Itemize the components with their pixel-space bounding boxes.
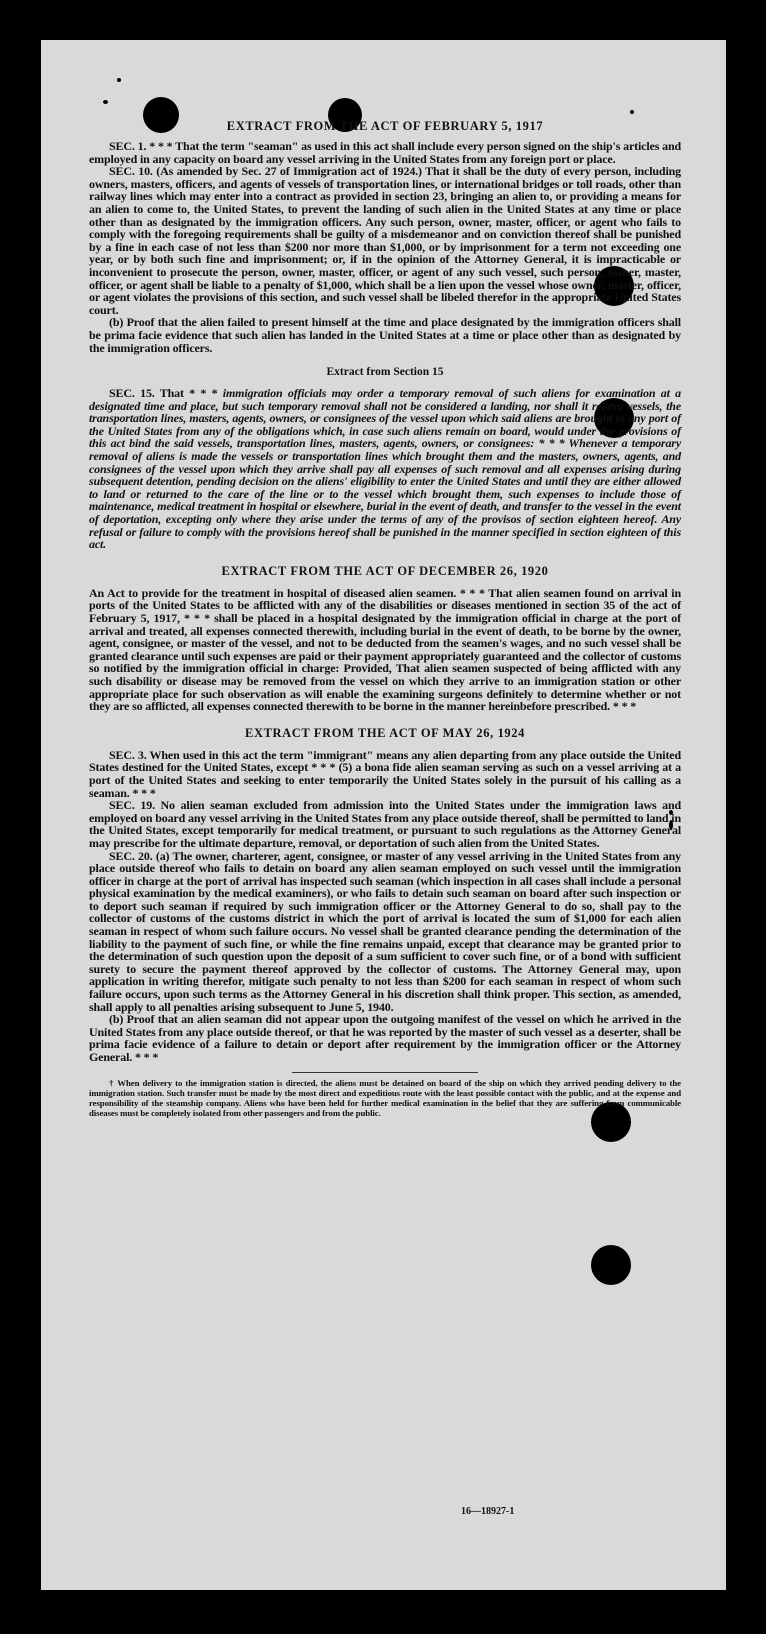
section-extract-15	[89, 364, 681, 551]
heading-act-1917: EXTRACT FROM THE ACT OF FEBRUARY 5, 1917	[226, 119, 544, 133]
paragraph-sec-20b: (b) Proof that an alien seaman did not appear upon the outgoing manifest of the vessel on which he arrived in the United States from any place outside thereof, or that he was reported by the master of such vessel as a deserter, shall be prima facie evidence of a failure to detain or deport after requirement by the immigration officer or the Attorney General. * * *	[89, 1012, 681, 1064]
section-act-1924	[89, 725, 681, 1064]
footnote	[89, 1078, 681, 1119]
paragraph-sec-1: SEC. 1. * * * That the term "seaman" as used in this act shall include every person signed on the ship's articles and employed in any capacity on board any vessel arriving in the United States from any foreign port or place.	[89, 139, 681, 166]
paragraph-sec-20a: SEC. 20. (a) The owner, charterer, agent, consignee, or master of any vessel arriving in the United States from any place outside thereof who fails to detain on board any alien seaman employed on such vessel until the immigration officer in charge at the port of arrival has inspected such seaman (which inspection in all cases shall include a personal physical examination by the medical examiners), or who fails to detain such seaman on board after such inspection or to deport such seaman if required by such immigration officer or the Attorney General to do so, shall pay to the collector of customs of the customs district in which the port of arrival is located the sum of $1,000 for each alien seaman in respect of whom such failure occurs. No vessel shall be granted clearance pending the determination of the liability to the payment of such fine, or while the fine remains unpaid, except that clearance may be granted prior to the determination of such question upon the deposit of a sum sufficient to cover such fine, or of a bond with sufficient surety to secure the payment thereof approved by the collector of customs. The Attorney General may, upon application in writing therefor, mitigate such penalty to not less than $200 for each seaman in respect of whom such failure occurs, upon such terms as the Attorney General in his discretion shall think proper. This section, as amended, shall apply to all penalties arising subsequent to June 5, 1940.	[89, 848, 681, 1014]
paragraph-sec-15	[89, 387, 681, 551]
section-act-1920	[89, 563, 681, 713]
paragraph-act-1920: An Act to provide for the treatment in hospital of diseased alien seamen. * * * That alien seamen found on arrival in ports of the United States to be afflicted with any of the disabilities or diseases mentioned in section 35 of the act of February 5, 1917, * * * shall be placed in a hospital designated by the immigration official in charge at the port of arrival and treated, all expenses connected therewith, including burial in the event of death, to be borne by the owner, agent, consignee, or master of the vessel, and not to be deducted from the seamen's wages, and no such vessel shall be granted clearance until such expenses are paid or their payment appropriately guaranteed and the collector of customs so notified by the immigration official in charge: Provided, That alien seamen suspected of being afflicted with any such disability or disease may be removed from the vessel on which they arrive to an immigration station or other appropriate place for such observation as will enable the examining surgeons definitely to determine whether or not they are so afflicted, all expenses connected therewith to be borne in the manner hereinbefore prescribed. * * *	[89, 585, 681, 714]
sec-15-lead: SEC. 15. That * * *	[109, 386, 218, 401]
speck	[117, 78, 121, 82]
speck	[630, 110, 634, 114]
form-number: 16—18927-1	[461, 1506, 515, 1517]
footnote-divider	[292, 1072, 478, 1073]
section-act-1917	[89, 118, 681, 354]
paragraph-sec-3: SEC. 3. When used in this act the term "immigrant" means any alien departing from any place outside the United States destined for the United States, except * * * (5) a bona fide alien seaman serving as such on a vessel arriving at a port of the United States and seeking to enter temporarily the United States solely in the pursuit of his calling as a seaman. * * *	[89, 747, 681, 800]
document-page	[41, 40, 726, 1590]
paragraph-sec-10: SEC. 10. (As amended by Sec. 27 of Immigration act of 1924.) That it shall be the duty of every person, including owners, masters, officers, and agents of vessels of transportation lines, or international bridges or toll roads, other than railway lines which may enter into a contract as provided in section 23, bringing an alien to, or providing a means for an alien to come to, the United States, to prevent the landing of such alien in the United States at any time or place other than as designated by the immigration officers. Any such person, owner, master, officer, or agent who fails to comply with the foregoing requirements shall be guilty of a misdemeanor and on conviction thereof shall be punished by a fine in each case of not less than $200 nor more than $1,000, or by imprisonment for a term not exceeding one year, or by both such fine and imprisonment; or, if in the opinion of the Attorney General, it is impracticable or inconvenient to prosecute the person, owner, master, officer, or agent of any such vessel, such person, owner, master, officer, or agent shall be liable to a penalty of $1,000, which shall be a lien upon the vessel whose owner, master, officer, or agent violates the provisions of this section, and such vessel shall be libeled therefor in the appropriate United States court.	[89, 164, 681, 317]
punch-hole-right-4	[591, 1245, 631, 1285]
heading-act-1920: EXTRACT FROM THE ACT OF DECEMBER 26, 1920	[221, 563, 549, 578]
paragraph-sec-19: SEC. 19. No alien seaman excluded from admission into the United States under the immigration laws and employed on board any vessel arriving in the United States from any place outside thereof, shall be permitted to land in the United States, except temporarily for medical treatment, or pursuant to such regulations as the Attorney General may prescribe for the ultimate departure, removal, or deportation of such alien from the United States.	[89, 798, 681, 850]
sec-15-text: immigration officials may order a temporary removal of such aliens for examination at a designated time and place, but such temporary removal shall not be considered a landing, nor shall it relieve vessels, the transportation lines, masters, agents, owners, or consignees of the vessel upon which said aliens are brought to any port of the United States from any of the obligations which, in case such aliens remain on board, would under the provisions of this act bind the said vessels, transportation lines, masters, agents, owners, or consignees: * * * Whenever a temporary removal of aliens is made the vessels or transportation lines which brought them and the masters, owners, agents, and consignees of the vessel upon which they arrive shall pay all expenses of such removal and all expenses arising during subsequent detention, pending decision on the aliens' eligibility to enter the United States and until they are either allowed to land or returned to the care of the line or to the vessel which brought them, such expenses to include those of maintenance, medical treatment in hospital or elsewhere, burial in the event of death, and transfer to the vessel in the event of deportation, excepting only where they arise under the terms of any of the provisos of section eighteen hereof. Any refusal or failure to comply with the provisions hereof shall be punished in the manner specified in section eighteen of this act.	[89, 386, 681, 552]
paragraph-sec-10b: (b) Proof that the alien failed to present himself at the time and place designated by the immigration officers shall be prima facie evidence that such alien has landed in the United States at a time or place other than as designated by the immigration officers.	[89, 315, 681, 355]
footnote-text: † When delivery to the immigration station is directed, the aliens must be detained on board of the ship on which they arrived pending delivery to the immigration station. Such transfer must be made by the most direct and expeditious route with the least possible contact with the public, and at the expense and responsibility of the steamship company. Aliens who have been held for further medical examination in the belief that they are suffering from communicable diseases must be completely isolated from other passengers and from the public.	[89, 1077, 681, 1119]
heading-section-15: Extract from Section 15	[326, 366, 444, 379]
document-body	[89, 118, 681, 1119]
speck	[103, 100, 108, 104]
heading-act-1924: EXTRACT FROM THE ACT OF MAY 26, 1924	[245, 725, 525, 740]
